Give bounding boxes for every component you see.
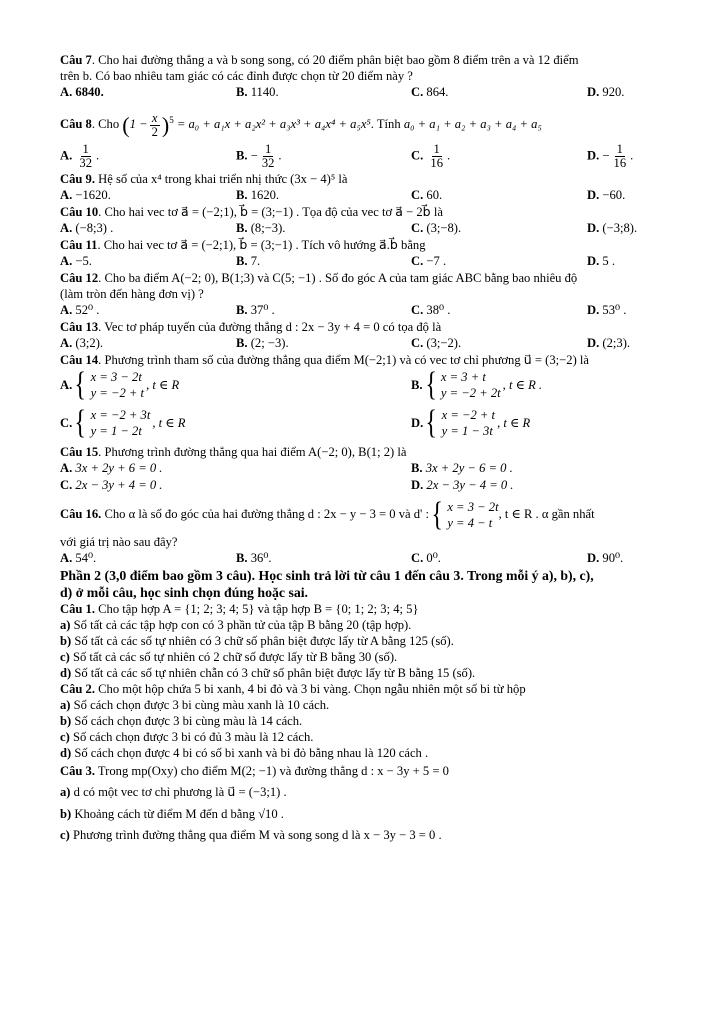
option-c: C. { x = −2 + 3t y = 1 − 2t , t ∈ R [60, 404, 186, 441]
question-text-cont: trên b. Có bao nhiêu tam giác có các đỉnh được chọn từ 20 điểm này ? [60, 69, 413, 83]
statement: c) Phương trình đường thẳng qua điểm M và song song d là x − 3y − 3 = 0 . [60, 828, 442, 842]
statement: b) Số cách chọn được 3 bi cùng màu là 14 cách. [60, 714, 303, 728]
option-b: B. (8;−3). [236, 221, 286, 235]
option-a: A. (−8;3) . [60, 221, 114, 235]
option-a: A. 52⁰ . [60, 303, 100, 317]
part2-title: Phần 2 (3,0 điểm bao gồm 3 câu). Học sinh trả lời từ câu 1 đến câu 3. Trong mỗi ý a), b), c), [60, 568, 594, 583]
option-a: A. 3x + 2y + 6 = 0 . [60, 461, 163, 475]
option-b: B. 37⁰ . [236, 303, 275, 317]
question-12-options [60, 302, 672, 319]
option-b: B. 1620. [236, 188, 280, 202]
statement: d) Số cách chọn được 4 bi có số bi xanh và bi đỏ bằng nhau là 120 cách . [60, 746, 429, 760]
question-label: Câu 8 [60, 117, 92, 132]
option-a: A. (3;2). [60, 336, 104, 350]
option-c: C. $\frac{1}{16}$ . [411, 142, 451, 170]
option-c: C. 0⁰. [411, 551, 441, 565]
option-d: D. 920. [587, 85, 625, 99]
statement: a) Số tất cả các tập hợp con có 3 phần tử của tập B bằng 20 (tập hợp). [60, 618, 412, 632]
statement: c) Số cách chọn được 3 bi có đủ 3 màu là 12 cách. [60, 730, 314, 744]
question-13-options [60, 335, 672, 352]
question-label: Câu 7 [60, 53, 92, 67]
question-12: Câu 12. Cho ba điểm A(−2; 0), B(1;3) và C(5; −1) . Số đo góc A của tam giác ABC bằng bao nhiêu độ [60, 271, 578, 285]
option-a: A. 6840. [60, 85, 104, 99]
option-d: D. (2;3). [587, 336, 631, 350]
question-7-options [60, 84, 672, 101]
option-b: B. { x = 3 + t y = −2 + 2t , t ∈ R . [411, 366, 543, 403]
question-9: Câu 9. Hệ số của x⁴ trong khai triển nhị thức (3x − 4)⁵ là [60, 172, 348, 186]
statement: c) Số tất cả các số tự nhiên có 2 chữ số được lấy từ B bằng 30 (số). [60, 650, 398, 664]
option-a: A. $\frac{1}{32}$ . [60, 142, 100, 170]
question-8: Câu 8. Cho (1 − $\frac{x}{2}$ )$^5$ = a₀ + a₁x + a₂x² + a₃x³ + a₄x⁴ + a₅x⁵. Tính a₀ + a₁ + a₂ + a₃ + a₄ + a₅ [60, 110, 542, 139]
question-10: Câu 10. Cho hai vec tơ a⃗ = (−2;1), b⃗ = (3;−1) . Tọa độ của vec tơ a⃗ − 2b⃗ là [60, 205, 443, 219]
part2-question-1: Câu 1. Cho tập hợp A = {1; 2; 3; 4; 5} và tập hợp B = {0; 1; 2; 3; 4; 5} [60, 602, 419, 616]
option-a: A. −5. [60, 254, 92, 268]
option-c: C. 2x − 3y + 4 = 0 . [60, 478, 163, 492]
question-16-options [60, 550, 672, 567]
question-16: Câu 16. Cho α là số đo góc của hai đường thẳng d : 2x − y − 3 = 0 và d' : { x = 3 − 2t y = 4 − t , t ∈ R . α gần nhất [60, 496, 595, 534]
exam-page [60, 52, 672, 845]
question-14: Câu 14. Phương trình tham số của đường thẳng qua điểm M(−2;1) và có vec tơ chỉ phương u⃗ = (3;−2) là [60, 353, 590, 367]
option-b: B. 1140. [236, 85, 279, 99]
option-d: D. − $\frac{1}{16}$ . [587, 142, 634, 170]
option-c: C. 38⁰ . [411, 303, 451, 317]
statement: b) Khoảng cách từ điểm M đến d bằng √10 . [60, 807, 284, 821]
question-15-options-ab [60, 460, 672, 477]
question-10-options [60, 220, 672, 237]
option-d: D. 90⁰. [587, 551, 624, 565]
option-d: D. 53⁰ . [587, 303, 627, 317]
option-a: A. { x = 3 − 2t y = −2 + t , t ∈ R [60, 366, 180, 403]
option-c: C. −7 . [411, 254, 447, 268]
question-11: Câu 11. Cho hai vec tơ a⃗ = (−2;1), b⃗ = (3;−1) . Tích vô hướng a⃗.b⃗ bằng [60, 238, 426, 252]
statement: d) Số tất cả các số tự nhiên chẵn có 3 chữ số phân biệt được lấy từ B bằng 15 (số). [60, 666, 476, 680]
option-c: C. 60. [411, 188, 443, 202]
part2-question-3: Câu 3. Trong mp(Oxy) cho điểm M(2; −1) và đường thẳng d : x − 3y + 5 = 0 [60, 764, 449, 778]
question-14-options-ab [60, 368, 672, 406]
statement: b) Số tất cả các số tự nhiên có 3 chữ số phân biệt được lấy từ A bằng 125 (số). [60, 634, 454, 648]
statement: a) d có một vec tơ chỉ phương là u⃗ = (−3;1) . [60, 785, 287, 799]
question-15-options-cd [60, 477, 672, 494]
option-b: B. 7. [236, 254, 261, 268]
option-d: D. −60. [587, 188, 626, 202]
question-11-options [60, 253, 672, 270]
option-b: B. (2; −3). [236, 336, 289, 350]
question-15: Câu 15. Phương trình đường thẳng qua hai điểm A(−2; 0), B(1; 2) là [60, 445, 407, 459]
question-text-cont: (làm tròn đến hàng đơn vị) ? [60, 287, 204, 301]
question-7 [60, 52, 672, 68]
question-14-options-cd [60, 406, 672, 444]
option-b: B. − $\frac{1}{32}$ . [236, 142, 282, 170]
option-d: D. 5 . [587, 254, 615, 268]
option-c: C. 864. [411, 85, 449, 99]
question-text-cont: với giá trị nào sau đây? [60, 535, 178, 549]
option-a: A. 54⁰. [60, 551, 97, 565]
option-c: C. (3;−2). [411, 336, 462, 350]
option-d: D. (−3;8). [587, 221, 638, 235]
option-b: B. 3x + 2y − 6 = 0 . [411, 461, 513, 475]
option-d: D. { x = −2 + t y = 1 − 3t , t ∈ R [411, 404, 531, 441]
part2-question-2: Câu 2. Cho một hộp chứa 5 bi xanh, 4 bi đỏ và 3 bi vàng. Chọn ngẫu nhiên một số bi từ hộp [60, 682, 526, 696]
question-text: . Cho hai đường thẳng a và b song song, có 20 điểm phân biệt bao gồm 8 điểm trên a và 12 điểm [91, 53, 579, 67]
statement: a) Số cách chọn được 3 bi cùng màu xanh là 10 cách. [60, 698, 330, 712]
question-9-options [60, 187, 672, 204]
option-c: C. (3;−8). [411, 221, 462, 235]
option-a: A. −1620. [60, 188, 111, 202]
option-b: B. 36⁰. [236, 551, 272, 565]
part2-title-cont: d) ở mỗi câu, học sinh chọn đúng hoặc sai. [60, 585, 308, 600]
option-d: D. 2x − 3y − 4 = 0 . [411, 478, 514, 492]
question-8-options [60, 139, 672, 171]
question-13: Câu 13. Vec tơ pháp tuyến của đường thẳng d : 2x − 3y + 4 = 0 có tọa độ là [60, 320, 442, 334]
